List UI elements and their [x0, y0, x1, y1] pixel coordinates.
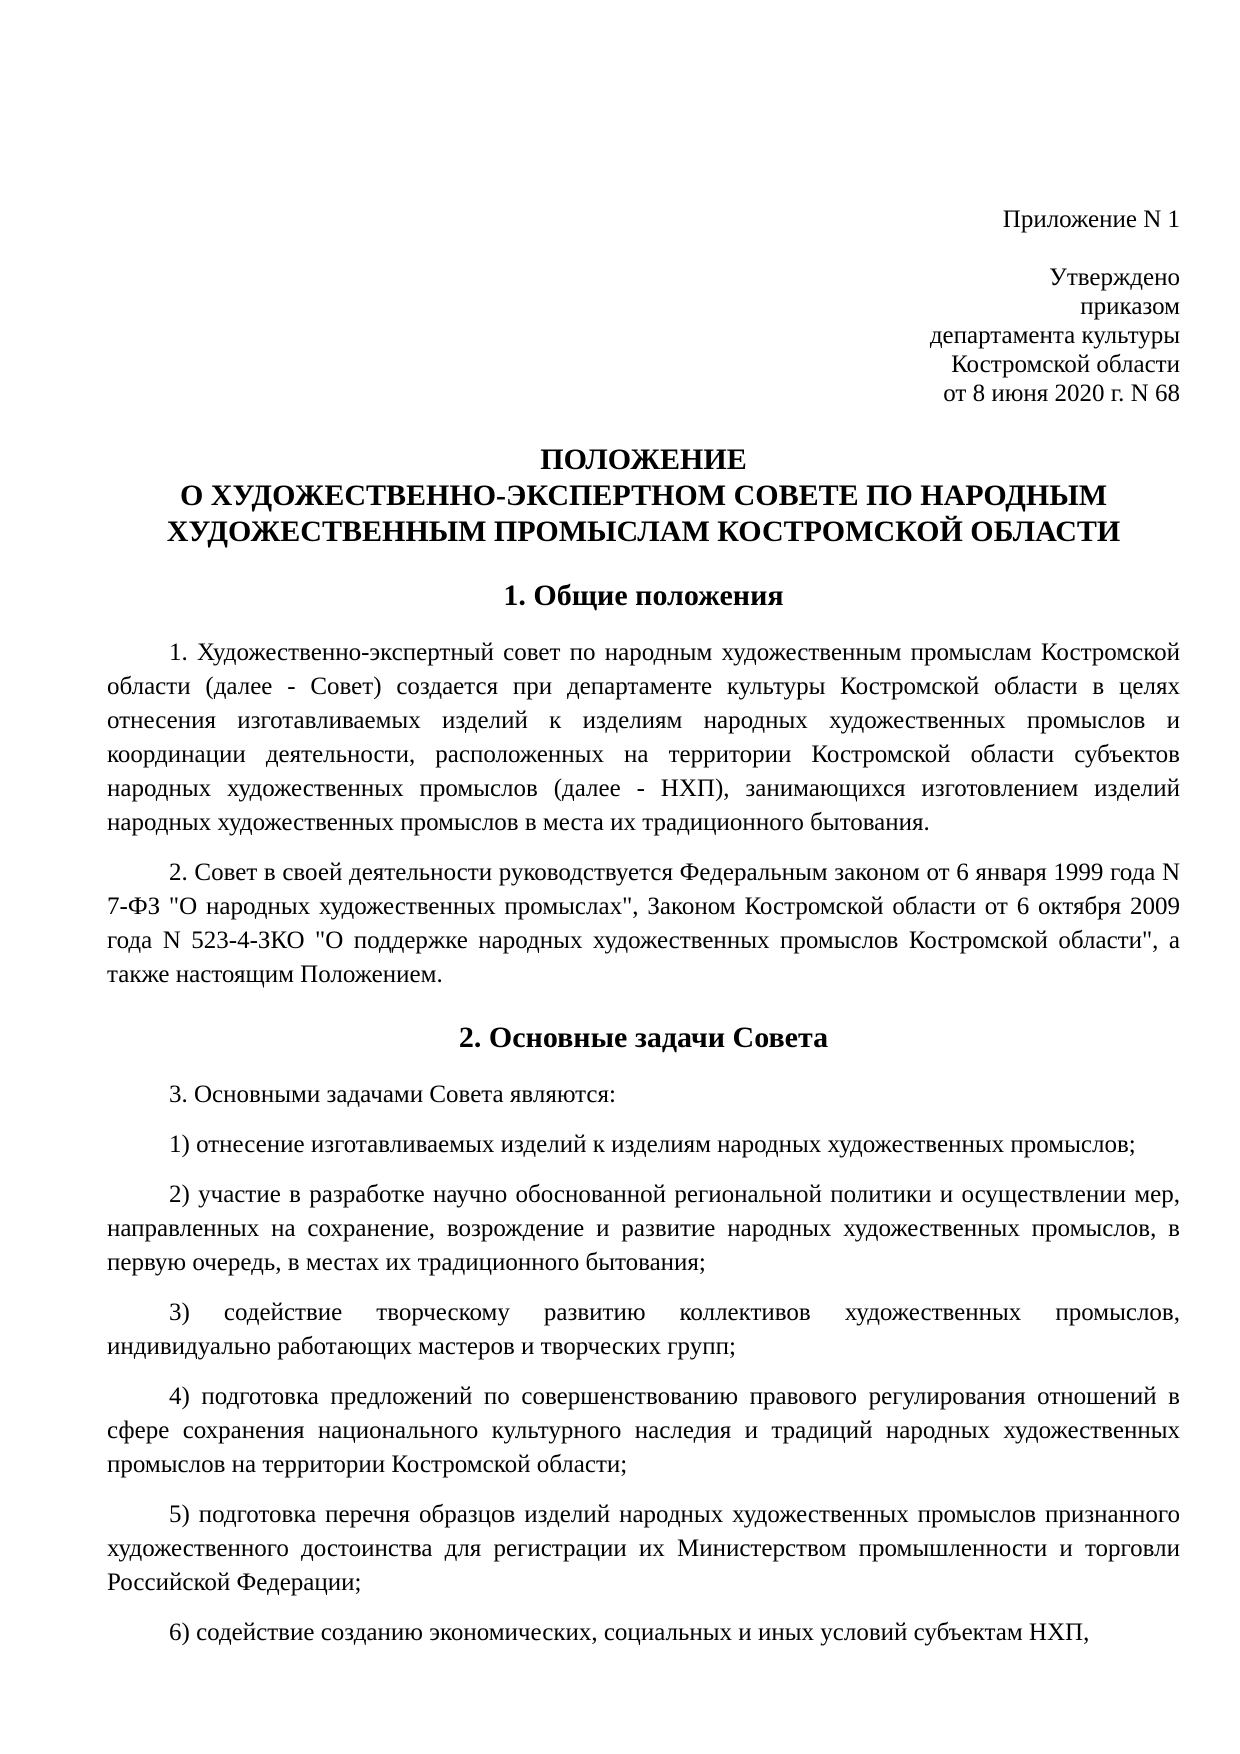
document-title-subject: О ХУДОЖЕСТВЕННО-ЭКСПЕРТНОМ СОВЕТЕ ПО НАРОДНЫМ ХУДОЖЕСТВЕННЫМ ПРОМЫСЛАМ КОСТРОМСКОЙ ОБЛАСТИ — [166, 479, 1121, 548]
approval-line-region: Костромской области — [951, 351, 1180, 378]
appendix-approval-block — [107, 205, 1180, 408]
section-2-intro: 3. Основными задачами Совета являются: — [169, 1081, 616, 1108]
task-item-6: 6) содействие созданию экономических, социальных и иных условий субъектам НХП, — [169, 1619, 1090, 1646]
blank-line — [107, 234, 1180, 263]
task-item-3: 3) содействие творческому развитию коллективов художественных промыслов, индивидуально работающих мастеров и творческих групп; — [107, 1299, 1180, 1360]
section-1-paragraph-1: 1. Художественно-экспертный совет по народным художественным промыслам Костромской области (далее - Совет) создается при департаменте культуры Костромской области в целях отнесения изготавливаемых изделий к изделиям народных художественных промыслов и координации деятельности, расположенных на территории Костромской области субъектов народных художественных промыслов (далее - НХП), занимающихся изготовлением изделий народных художественных промыслов в места их традиционного бытования. — [107, 639, 1180, 836]
appendix-number: Приложение N 1 — [1002, 206, 1180, 233]
approval-line-department: департамента культуры — [929, 322, 1180, 349]
section-2-heading: 2. Основные задачи Совета — [458, 1021, 829, 1054]
task-item-2: 2) участие в разработке научно обоснованной региональной политики и осуществлении мер, направленных на сохранение, возрождение и развитие народных художественных промыслов, в первую очередь, в местах их традиционного бытования; — [107, 1181, 1180, 1276]
section-1-paragraph-2: 2. Совет в своей деятельности руководствуется Федеральным законом от 6 января 1999 года N 7-ФЗ "О народных художественных промыслах", Законом Костромской области от 6 октября 2009 года N 523-4-ЗКО "О поддержке народных художественных промыслов Костромской области", а также настоящим Положением. — [107, 859, 1180, 988]
document-title — [107, 442, 1180, 550]
task-item-4: 4) подготовка предложений по совершенствованию правового регулирования отношений в сфере сохранения национального культурного наследия и традиций народных художественных промыслов на территории Костромской области; — [107, 1383, 1180, 1478]
task-item-1: 1) отнесение изготавливаемых изделий к изделиям народных художественных промыслов; — [169, 1131, 1136, 1158]
approval-line-approved: Утверждено — [1049, 264, 1180, 291]
approval-line-by-order: приказом — [1080, 293, 1180, 320]
approval-line-date-number: от 8 июня 2020 г. N 68 — [943, 380, 1180, 407]
document-title-word: ПОЛОЖЕНИЕ — [540, 443, 747, 476]
task-item-5: 5) подготовка перечня образцов изделий народных художественных промыслов признанного художественного достоинства для регистрации их Министерством промышленности и торговли Российской Федерации; — [107, 1501, 1180, 1596]
section-1-heading: 1. Общие положения — [503, 579, 784, 612]
